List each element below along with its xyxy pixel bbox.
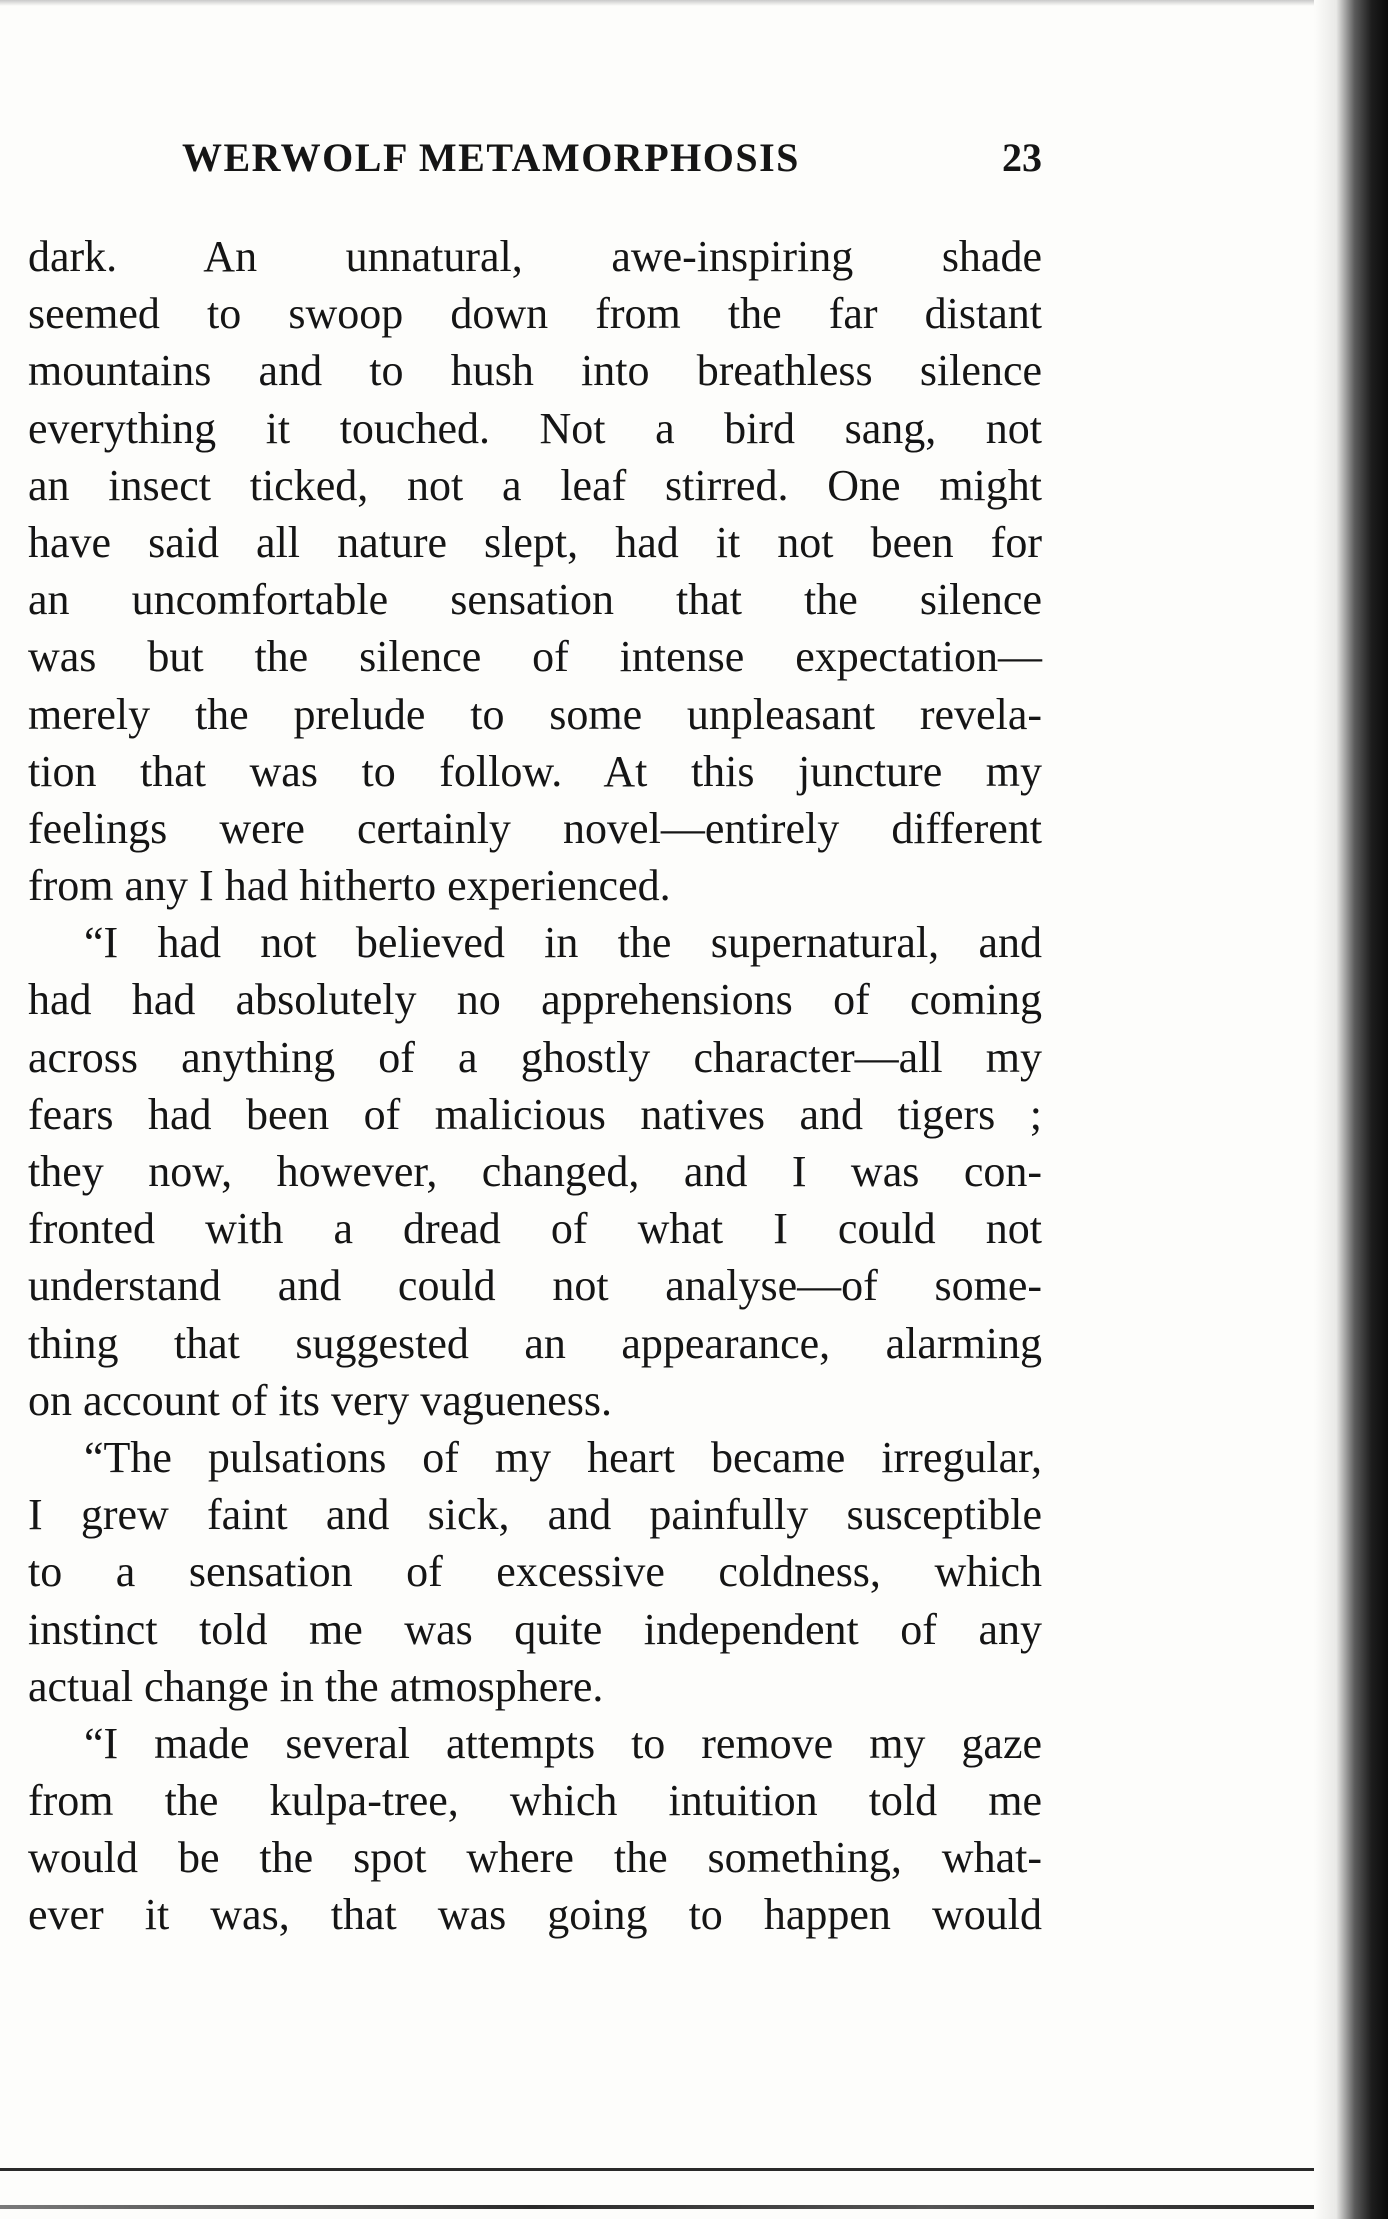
text-line: an insect ticked, not a leaf stirred. One might	[28, 460, 1042, 510]
text-line: ever it was, that was going to happen would	[28, 1890, 1042, 1940]
text-line: “I had not believed in the supernatural, and	[84, 918, 1042, 968]
text-line: dark. An unnatural, awe-inspiring shade	[28, 232, 1042, 281]
text-line: I grew faint and sick, and painfully susceptible	[28, 1490, 1042, 1540]
text-line: from the kulpa-tree, which intuition told me	[28, 1776, 1042, 1826]
text-line: actual change in the atmosphere.	[28, 1661, 604, 1711]
text-line: had had absolutely no apprehensions of coming	[28, 975, 1042, 1025]
page-header	[28, 128, 1042, 188]
text-line: was but the silence of intense expectation—	[28, 632, 1042, 682]
bottom-edge-line	[0, 2168, 1330, 2171]
text-line: “I made several attempts to remove my gaze	[84, 1718, 1042, 1768]
text-line: across anything of a ghostly character—all my	[28, 1032, 1042, 1082]
text-line: thing that suggested an appearance, alarming	[28, 1318, 1042, 1368]
bottom-edge-line	[0, 2205, 1330, 2209]
text-line: fears had been of malicious natives and tigers ;	[28, 1089, 1042, 1139]
page-right-edge-shadow	[1314, 0, 1388, 2219]
text-line: on account of its very vagueness.	[28, 1375, 613, 1425]
text-line: tion that was to follow. At this juncture my	[28, 746, 1042, 796]
text-line: understand and could not analyse—of some-	[28, 1261, 1042, 1311]
text-line: feelings were certainly novel—entirely different	[28, 803, 1042, 853]
page-top-edge	[0, 0, 1388, 6]
text-line: have said all nature slept, had it not been for	[28, 517, 1042, 567]
text-line: to a sensation of excessive coldness, which	[28, 1547, 1042, 1597]
body-text	[28, 228, 1042, 1944]
text-line: they now, however, changed, and I was con-	[28, 1147, 1042, 1196]
text-line: seemed to swoop down from the far distant	[28, 289, 1042, 339]
text-line: merely the prelude to some unpleasant revela-	[28, 689, 1042, 739]
text-line: fronted with a dread of what I could not	[28, 1204, 1042, 1254]
text-line: “The pulsations of my heart became irregular,	[84, 1432, 1042, 1482]
text-line: mountains and to hush into breathless silence	[28, 346, 1042, 396]
text-line: would be the spot where the something, what-	[28, 1833, 1042, 1883]
text-line: an uncomfortable sensation that the silence	[28, 575, 1042, 625]
text-line: everything it touched. Not a bird sang, not	[28, 403, 1042, 453]
text-line: instinct told me was quite independent of any	[28, 1604, 1042, 1654]
page-number: 23	[1002, 135, 1042, 180]
text-line: from any I had hitherto experienced.	[28, 861, 671, 911]
running-head: WERWOLF METAMORPHOSIS	[182, 135, 800, 180]
